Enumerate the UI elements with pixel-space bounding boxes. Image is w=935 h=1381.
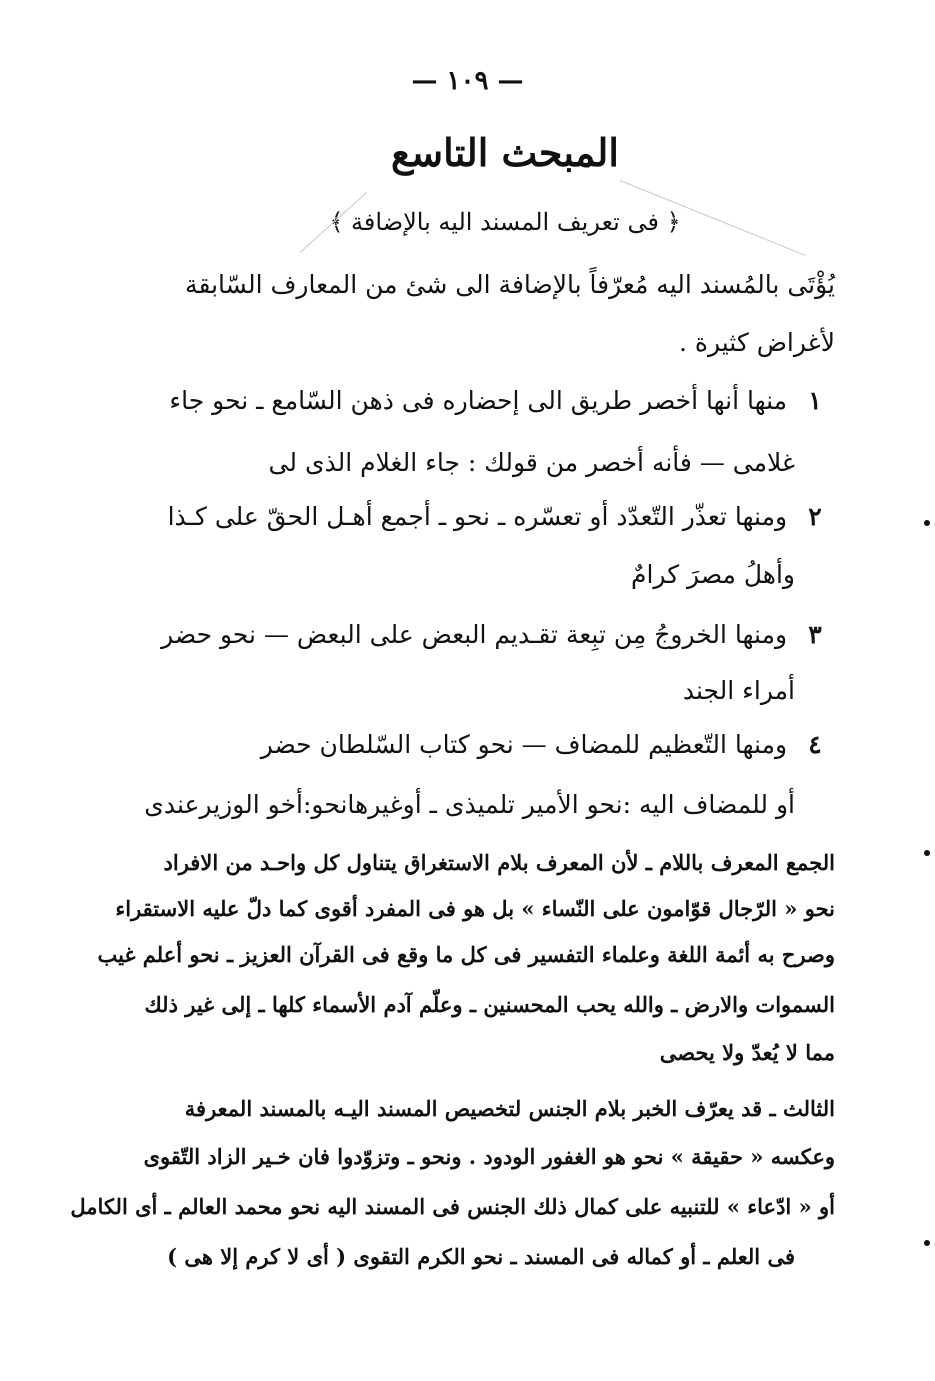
list-item-2 — [168, 502, 835, 532]
footnote-line: نحو « الرّجال قوّامون على النّساء » بل هو فى المفرد أقوى كما دلّ عليه الاستقراء — [115, 896, 835, 921]
margin-speck — [924, 1240, 930, 1246]
chapter-title: المبحث التاسع — [391, 130, 619, 175]
footnote-line: الجمع المعرف باللام ـ لأن المعرف بلام الاستغراق يتناول كل واحـد من الافراد — [163, 850, 835, 875]
item-number: ٤ — [808, 730, 822, 759]
list-item-1 — [169, 386, 835, 416]
footnote-line: مما لا يُعدّ ولا يحصى — [659, 1040, 835, 1065]
item-number: ١ — [808, 386, 822, 415]
item-text: ومنها تعذّر التّعدّد أو تعسّره ـ نحو ـ أجمع أهـل الحقّ على كـذا — [167, 502, 788, 531]
item-text: ومنها الخروجُ مِن تبِعة تقـديم البعض على البعض — نحو حضر — [161, 620, 788, 649]
list-item-2-cont: وأهلُ مصرَ كرامٌ — [630, 560, 795, 589]
footnote-line: أو « ادّعاء » للتنبيه على كمال ذلك الجنس فى المسند اليه نحو محمد العالم ـ أى الكامل — [70, 1194, 835, 1219]
footnote-line: الثالث ـ قد يعرّف الخبر بلام الجنس لتخصيص المسند اليـه بالمسند المعرفة — [184, 1096, 835, 1121]
item-text: منها أنها أخصر طريق الى إحضاره فى ذهن السّامع ـ نحو جاء — [169, 386, 788, 415]
chapter-subtitle: ﴿ فى تعريف المسند اليه بالإضافة ﴾ — [329, 208, 681, 236]
list-item-3-cont: أمراء الجند — [682, 676, 795, 705]
intro-line: لأغراض كثيرة . — [678, 328, 835, 357]
list-item-1-cont: غلامى — فأنه أخصر من قولك : جاء الغلام الذى لى — [268, 448, 795, 477]
list-item-3 — [161, 620, 835, 650]
list-item-4 — [261, 730, 835, 760]
footnote-line: فى العلم ـ أو كماله فى المسند ـ نحو الكرم التقوى ( أى لا كرم إلا هى ) — [167, 1244, 795, 1269]
item-text: ومنها التّعظيم للمضاف — نحو كتاب السّلطان حضر — [260, 730, 788, 759]
page-number: — ١٠٩ — — [411, 66, 524, 96]
footnote-line: وعكسه « حقيقة » نحو هو الغفور الودود . ونحو ـ وتزوّدوا فان خـير الزاد التّقوى — [143, 1144, 835, 1169]
margin-speck — [924, 850, 930, 856]
item-number: ٢ — [808, 502, 822, 531]
continuation-line: أو للمضاف اليه :نحو الأمير تلميذى ـ أوغيرهانحو:أخو الوزيرعندى — [144, 790, 795, 819]
item-number: ٣ — [808, 620, 822, 649]
margin-speck — [924, 520, 930, 526]
footnote-line: وصرح به أئمة اللغة وعلماء التفسير فى كل ما وقع فى القرآن العزيز ـ نحو أعلم غيب — [97, 942, 835, 967]
footnote-line: السموات والارض ـ والله يحب المحسنين ـ وعلّم آدم الأسماء كلها ـ إلى غير ذلك — [144, 992, 835, 1017]
intro-line: يُؤْتَى بالمُسند اليه مُعرّفاً بالإضافة الى شئ من المعارف السّابقة — [185, 270, 835, 299]
